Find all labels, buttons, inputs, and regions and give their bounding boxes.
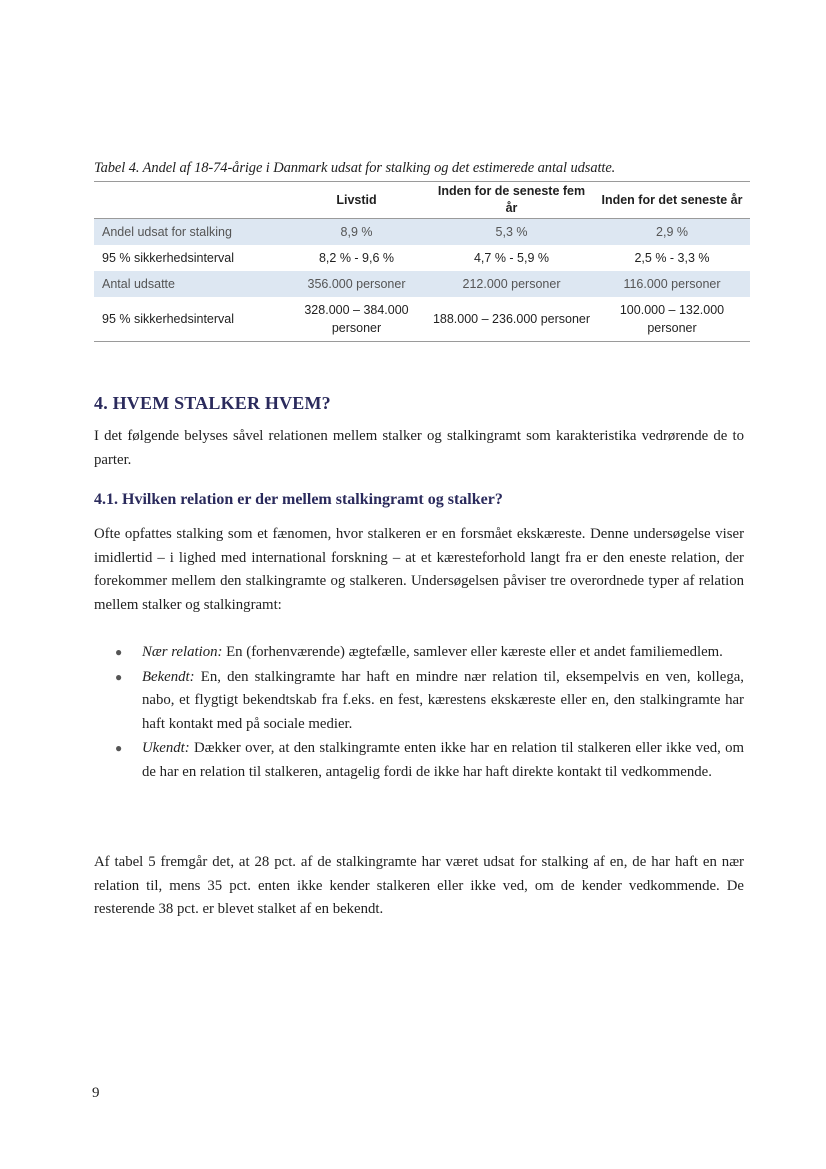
row-label: 95 % sikkerhedsinterval bbox=[102, 251, 235, 265]
table-caption: Tabel 4. Andel af 18-74-årige i Danmark udsat for stalking og det estimerede antal udsatte. bbox=[94, 160, 616, 176]
header-empty bbox=[94, 182, 284, 219]
cell: 328.000 – 384.000 personer bbox=[284, 297, 429, 342]
list-term: Nær relation: bbox=[142, 644, 223, 660]
table-header-row bbox=[94, 182, 750, 219]
header-fem-aar: Inden for de seneste fem år bbox=[429, 182, 594, 219]
table-row bbox=[94, 271, 750, 297]
list-term: Bekendt: bbox=[142, 668, 195, 685]
cell: 100.000 – 132.000 personer bbox=[594, 297, 750, 342]
relation-list bbox=[94, 641, 744, 784]
row-label: 95 % sikkerhedsinterval bbox=[94, 297, 284, 342]
table-row bbox=[94, 297, 750, 342]
cell: 8,9 % bbox=[284, 219, 429, 246]
cell: 212.000 personer bbox=[429, 271, 594, 297]
cell: 356.000 personer bbox=[284, 271, 429, 297]
subsection-paragraph: Ofte opfattes stalking som et fænomen, hvor stalkeren er en forsmået ekskæreste. Denne undersøgelse viser imidlertid – i lighed med international forskning – at et kæresteforhold langt fra er den eneste relation, der forekommer mellem den stalkingramte og stalkeren. Undersøgelsen påviser tre overordnede typer af relation mellem stalker og stalkingramt: bbox=[94, 526, 744, 613]
page-number: 9 bbox=[92, 1085, 100, 1101]
list-item bbox=[94, 666, 744, 737]
row-label: Antal udsatte bbox=[94, 271, 284, 297]
header-livstid: Livstid bbox=[284, 182, 429, 219]
table-row bbox=[94, 219, 750, 246]
section-intro: I det følgende belyses såvel relationen mellem stalker og stalkingramt som karakteristika vedrørende de to parter. bbox=[94, 428, 744, 468]
cell: 8,2 % - 9,6 % bbox=[318, 251, 395, 265]
list-term: Ukendt: bbox=[142, 740, 190, 756]
bullet-icon: ● bbox=[115, 669, 123, 684]
section-heading: 4. HVEM STALKER HVEM? bbox=[94, 393, 331, 413]
bullet-icon: ● bbox=[115, 645, 123, 659]
cell: 4,7 % - 5,9 % bbox=[473, 251, 550, 265]
stalking-table bbox=[94, 181, 750, 342]
cell: 116.000 personer bbox=[594, 271, 750, 297]
closing-paragraph: Af tabel 5 fremgår det, at 28 pct. af de stalkingramte har været udsat for stalking af en, de har haft en nær relation til, mens 35 pct. enten ikke kender stalkeren eller ikke ved, om de kender vedkommende. De resterende 38 pct. er blevet stalket af en bekendt. bbox=[94, 854, 744, 917]
list-item bbox=[94, 737, 744, 784]
cell: 188.000 – 236.000 personer bbox=[429, 297, 594, 342]
header-seneste-aar: Inden for det seneste år bbox=[594, 182, 750, 219]
cell: 5,3 % bbox=[429, 219, 594, 246]
table-row bbox=[94, 245, 750, 271]
list-text: En, den stalkingramte har haft en mindre nær relation til, eksempelvis en ven, kollega, nabo, et flygtigt bekendtskab fra f.eks. en fest, kærestens ekskæreste eller en, den stalkingramte har haft kontakt med på sociale medier. bbox=[142, 668, 744, 732]
cell: 2,5 % - 3,3 % bbox=[634, 251, 710, 265]
list-text: En (forhenværende) ægtefælle, samlever eller kæreste eller et andet familiemedlem. bbox=[222, 644, 723, 660]
list-item bbox=[94, 641, 744, 665]
bullet-icon: ● bbox=[115, 741, 123, 755]
cell: 2,9 % bbox=[594, 219, 750, 246]
list-text: Dækker over, at den stalkingramte enten ikke har en relation til stalkeren eller ikke ved, om de har en relation til stalkeren, antagelig fordi de ikke har haft direkte kontakt til vedkommende. bbox=[142, 740, 744, 780]
row-label: Andel udsat for stalking bbox=[94, 219, 284, 246]
subsection-heading: 4.1. Hvilken relation er der mellem stalkingramt og stalker? bbox=[94, 491, 503, 508]
